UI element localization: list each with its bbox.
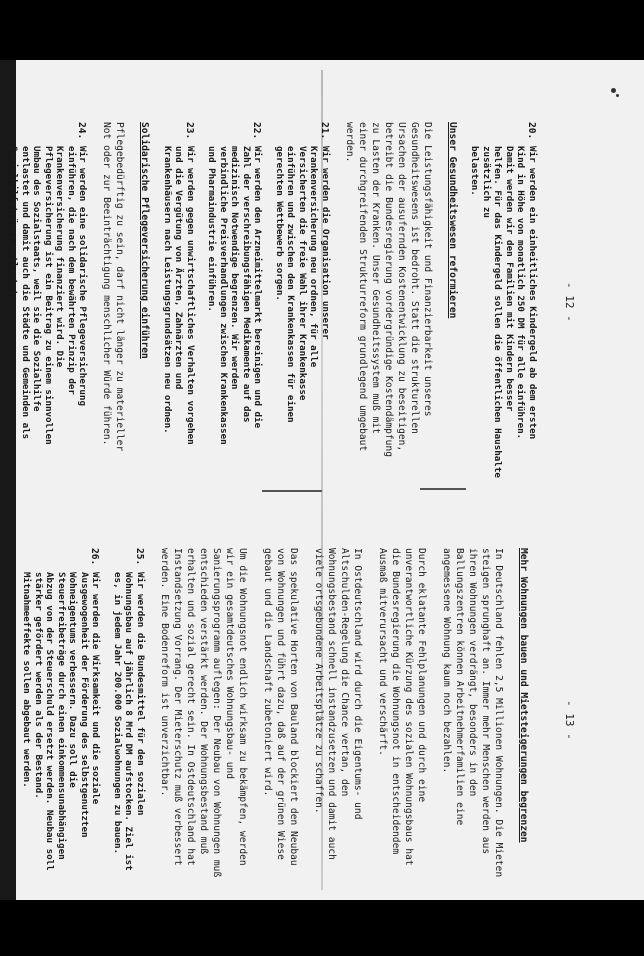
list-item-24 <box>8 122 89 502</box>
item-number: 20. <box>526 122 537 140</box>
section-heading-pflege: Solidarische Pflegeversicherung einführen <box>139 122 151 359</box>
paragraph: Durch eklatante Fehlplanungen und durch eine unverantwortliche Kürzung des sozialen Wohnungsbaus hat die Bundesregierung die Wohnungsnot in entscheidendem Ausmaß mitverursacht und verschärft. <box>377 548 427 866</box>
item-number: 25. <box>134 548 145 566</box>
list-item-22 <box>206 122 264 502</box>
page-number-left: - 12 - <box>563 282 576 322</box>
page-13-content <box>11 548 540 878</box>
item-text: Wir werden die Organisation unserer Krankenversicherung neu ordnen, für alle Versicherten die freie Wahl ihrer Krankenkasse einführen und zwischen den Krankenkassen für einen gerechten Wettbewerb sorgen. <box>274 146 331 423</box>
paragraph: Das spekulative Horten von Bauland blockiert den Neubau von Wohnungen und führt dazu, daß auf der grünen Wiese gebaut und die Landschaft zubetoniert wird. <box>262 548 299 866</box>
page-12-content <box>0 122 538 502</box>
section-heading-wohnungen: Mehr Wohnungen bauen und Mietsteigerungen begrenzen <box>518 548 529 843</box>
item-number: 24. <box>76 122 88 140</box>
list-item-20 <box>469 122 538 502</box>
list-item-26 <box>21 548 102 878</box>
item-number: 26. <box>89 548 101 566</box>
scanned-document <box>0 60 644 900</box>
item-text: Wir werden ein einheitliches Kindergeld ab dem ersten Kind in Höhe von monatlich 250 DM für alle einführen. Damit werden wir den Familien mit Kindern besser helfen. Für das Kindergeld sollen die öffentlichen Haushalte zusätzlich zu belasten. <box>469 146 538 478</box>
item-text: Wir werden gegen unwirtschaftliches Verhalten vorgehen und die Vergütung von Ärzten, Zahnärzten und Krankenhäusern nach Leistungsgrundsätzen neu ordnen. <box>162 146 196 445</box>
paragraph: In Ostdeutschland wird durch die Eigentums- und Altschulden-Regelung die Chance vertan, den Wohnungsbestand schnell instandzusetzen und damit auch viele ortsgebundene Arbeitsplätze zu schaffen. <box>313 548 363 860</box>
list-item-21 <box>274 122 332 502</box>
item-text: Wir werden die Bundesmittel für den sozialen Wohnungsbau auf jährlich 8 Mrd DM aufstocken. Ziel ist es, in jedem Jahr 200.000 Sozialwohnungen zu bauen. <box>112 572 146 871</box>
item-number: 21. <box>319 122 330 140</box>
paragraph: In Deutschland fehlen 2,5 Millionen Wohnungen. Die Mieten steigen sprunghaft an. Immer mehr Menschen werden aus ihren Wohnungen verdrängt, besonders in den Ballungszentren können Arbeitnehmerfamilien eine angemessene Wohnung kaum noch bezahlen. <box>441 548 504 878</box>
list-item-25 <box>112 548 147 878</box>
paragraph-pflege: Pflegebedürftig zu sein, darf nicht länger zu materieller Not oder zur Beeinträchtigung menschlicher Würde führen. <box>101 122 126 452</box>
item-text: Wir werden eine solidarische Pflegeversicherung einführen, die nach dem bewährten Prinzip der Krankenversicherung finanziert wird. Die Pflegeversicherung ist ein Beitrag zu einem sinnvollen Umbau des Sozialstaats, weil sie die Sozialhilfe entlastet und damit auch die Städte und Gemeinden als Sozialhilfeträger entlastet. <box>8 146 89 445</box>
paragraph: Um die Wohnungsnot endlich wirksam zu bekämpfen, werden wir ein gesamtdeutsches Wohnungsbau- und Sanierungsprogramm auflegen: Der Neubau von Wohnungen muß entschieden verstärkt werden. Der Wohnungsbestand muß erhalten und sozial gerecht sein. In Ostdeutschland hat Instandsetzung Vorrang. Der Mieterschutz muß verbessert werden. Eine Bodenreform ist unverzichtbar. <box>159 548 248 878</box>
page-number-right: - 13 - <box>563 700 576 740</box>
item-text: Wir werden den Arzneimittelmarkt bereinigen und die Zahl der verschreibungsfähigen Medikamente auf das medizinisch Notwendige begrenzen. Wir werden verbindliche Preisverhandlungen zwischen Krankenkassen und Pharmaindustrie einführen. <box>206 146 264 445</box>
list-item-23 <box>162 122 197 502</box>
scan-dot <box>616 94 619 97</box>
scan-dot <box>611 88 616 93</box>
item-number: 22. <box>251 122 263 140</box>
section-heading-gesundheit: Unser Gesundheitswesen reformieren <box>447 122 458 319</box>
paragraph-gesundheit: Die Leistungsfähigkeit und Finanzierbarkeit unseres Gesundheitswesens ist bedroht. Statt die strukturellen Ursachen der ausufernden Kostenentwicklung zu beseitigen, betreibt die Bundesregierung vordergründige Kostendämpfung zu Lasten der Kranken. Unser Gesundheitssystem muß mit einer durchgreifenden Strukturreform grundlegend umgebaut werden. <box>344 122 433 458</box>
item-text: Wir werden die Wirksamkeit und die soziale Ausgewogenheit der Förderung des selbstgenutzten Wohneigentums verbessern. Dazu soll die Steuerfreibeträge durch einen einkommensunabhängigen Abzug von der Steuerschuld ersetzt werden. Neubau soll stärker gefördert werden als der Bestand. Mitnahmeeffekte sollen abgebaut werden. <box>21 572 102 871</box>
item-number: 23. <box>184 122 195 140</box>
